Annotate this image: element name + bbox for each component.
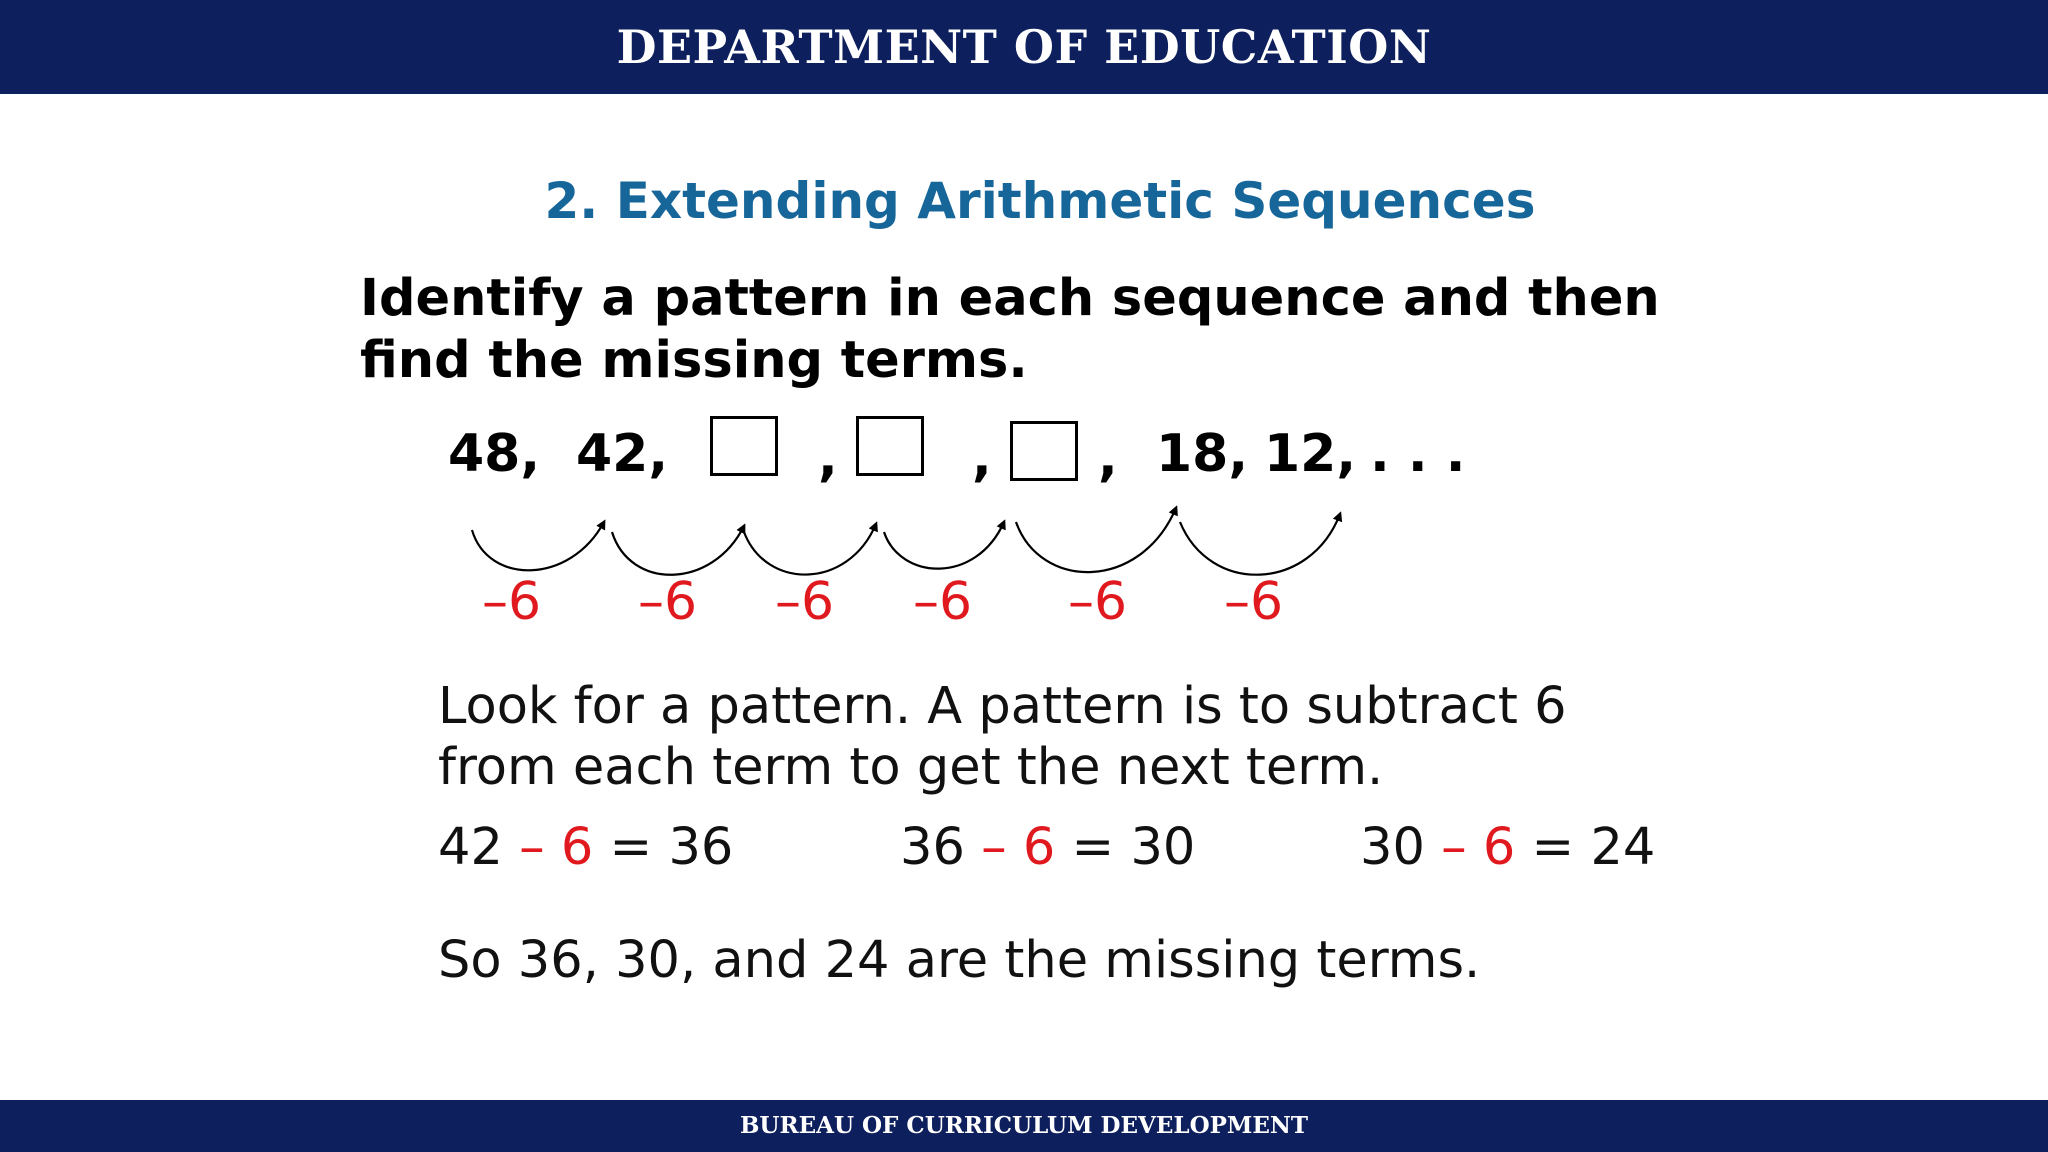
calculation-1 xyxy=(438,818,734,877)
arrow-2 xyxy=(612,526,744,575)
arrow-6 xyxy=(1180,514,1340,575)
footer-title: BUREAU OF CURRICULUM DEVELOPMENT xyxy=(739,1112,1309,1139)
calculation-2 xyxy=(900,818,1196,877)
calculation-result: = 24 xyxy=(1531,818,1656,877)
footer-banner xyxy=(0,1100,2048,1152)
calculation-result: = 30 xyxy=(1071,818,1196,877)
conclusion-text: So 36, 30, and 24 are the missing terms. xyxy=(438,931,1481,990)
instruction-line-2: find the missing terms. xyxy=(360,331,1028,390)
calculation-result: = 36 xyxy=(609,818,734,877)
header-title: DEPARTMENT OF EDUCATION xyxy=(616,20,1432,74)
slide-title: 2. Extending Arithmetic Sequences xyxy=(544,172,1536,230)
difference-label-1: –6 xyxy=(482,572,542,632)
calculation-start: 30 xyxy=(1360,818,1425,877)
calculation-3 xyxy=(1360,818,1656,877)
sequence-term-6: 18, xyxy=(1156,424,1249,484)
difference-label-4: –6 xyxy=(913,572,973,632)
arrow-5 xyxy=(1016,508,1176,572)
sequence-separator-1: , xyxy=(818,428,838,488)
arrow-1 xyxy=(472,522,604,570)
explanation-line-2: from each term to get the next term. xyxy=(438,738,1384,797)
sequence-separator-2: , xyxy=(972,428,992,488)
arrow-4 xyxy=(884,522,1004,569)
sequence-term-7: 12, xyxy=(1264,424,1357,484)
difference-label-3: –6 xyxy=(775,572,835,632)
sequence-separator-3: , xyxy=(1098,428,1118,488)
calculation-operator: – 6 xyxy=(1441,818,1516,877)
instruction-line-1: Identify a pattern in each sequence and then xyxy=(360,269,1660,328)
difference-label-2: –6 xyxy=(638,572,698,632)
calculation-start: 42 xyxy=(438,818,503,877)
difference-label-6: –6 xyxy=(1224,572,1284,632)
explanation-text xyxy=(438,676,1738,798)
difference-label-5: –6 xyxy=(1068,572,1128,632)
sequence-ellipsis: . . . xyxy=(1370,424,1466,484)
sequence-term-1: 48, xyxy=(448,424,541,484)
arrow-3 xyxy=(744,524,876,575)
calculation-start: 36 xyxy=(900,818,965,877)
calculation-operator: – 6 xyxy=(519,818,594,877)
calculation-operator: – 6 xyxy=(981,818,1056,877)
sequence-term-2: 42, xyxy=(576,424,669,484)
explanation-line-1: Look for a pattern. A pattern is to subtract 6 xyxy=(438,677,1567,736)
